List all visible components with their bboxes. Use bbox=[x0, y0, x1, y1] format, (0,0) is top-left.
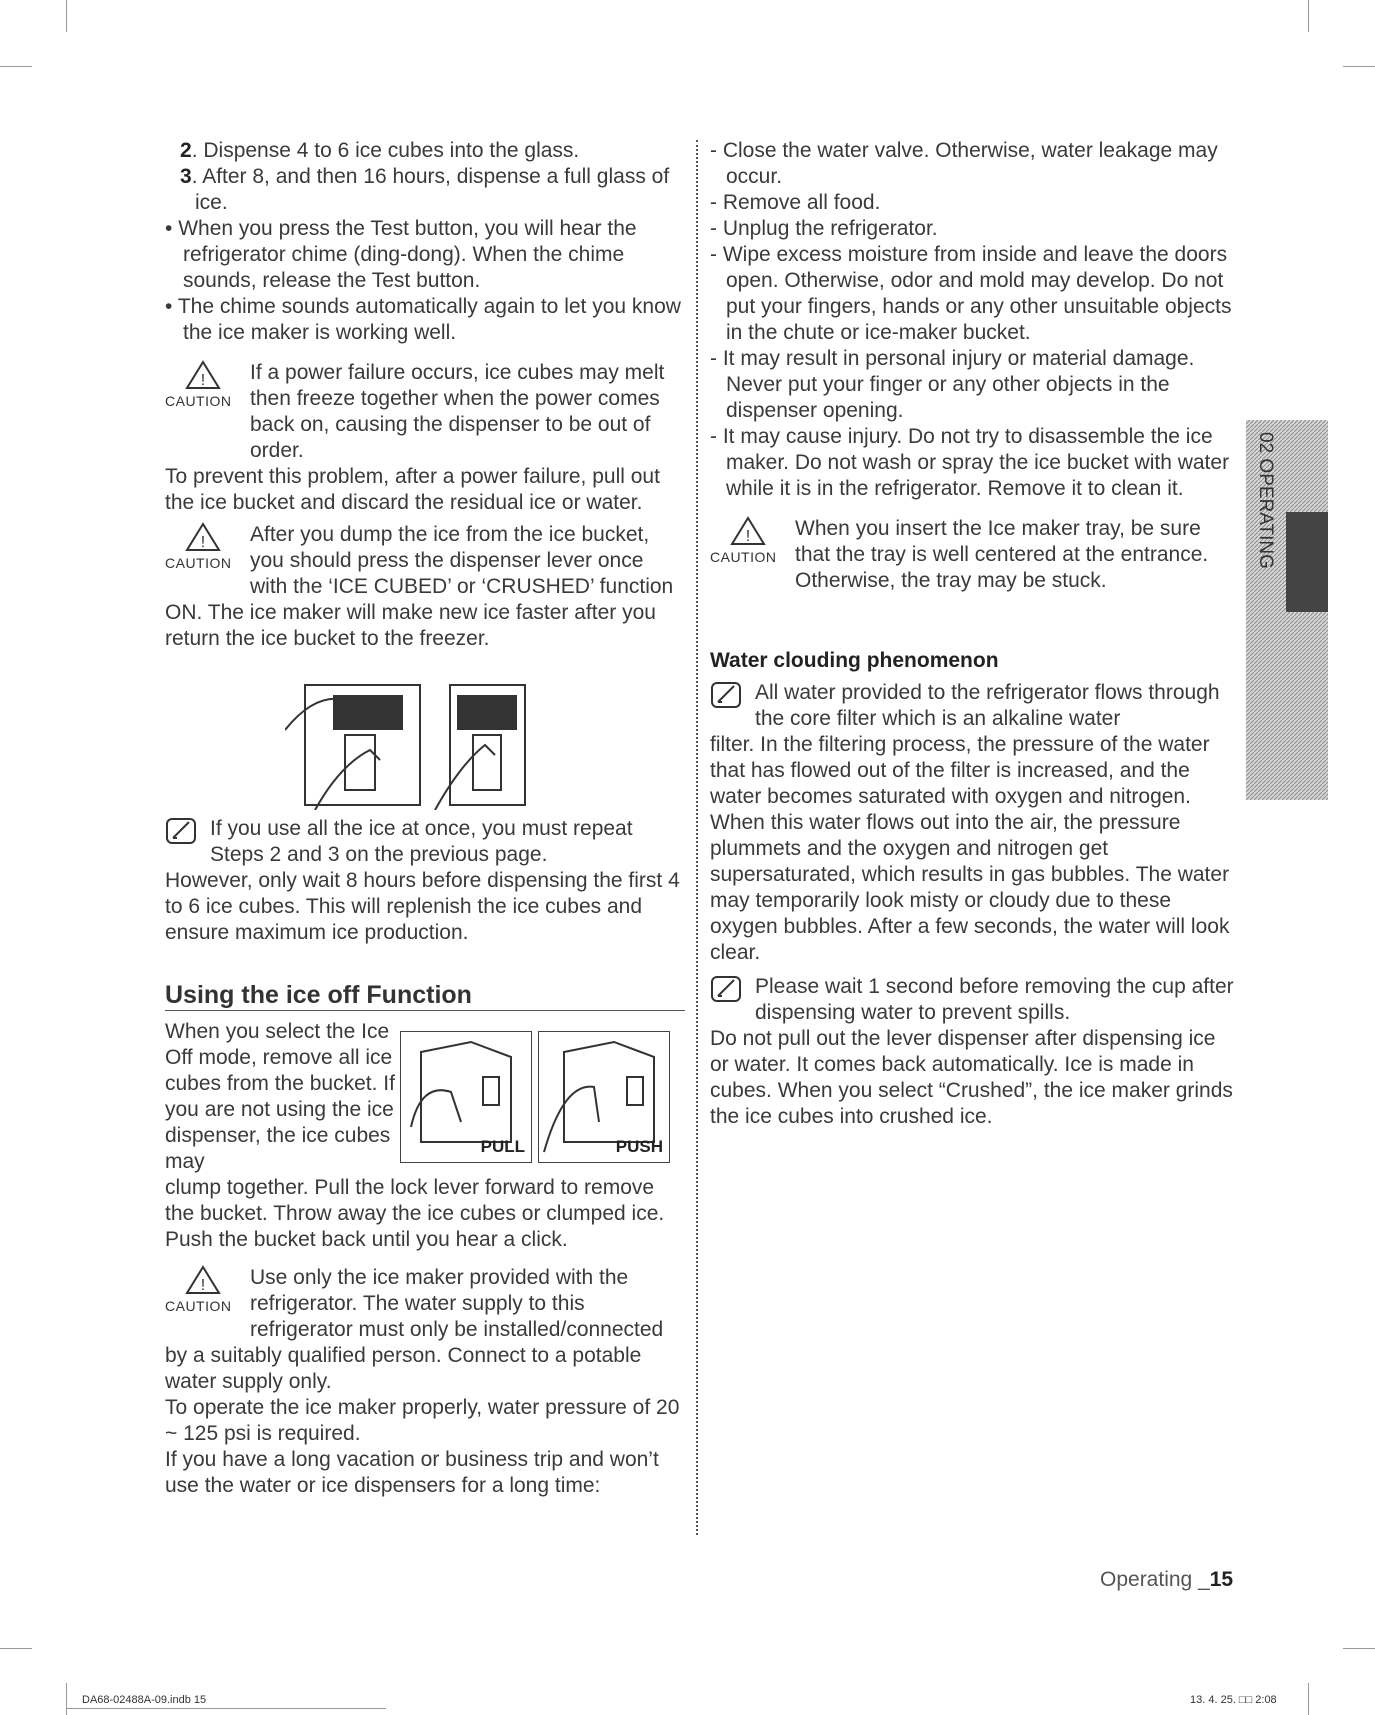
push-illustration bbox=[538, 1031, 670, 1163]
paragraph: by a suitably qualified person. Connect to a potable water supply only. bbox=[165, 1344, 642, 1393]
paragraph: clump together. Pull the lock lever forward to remove the bucket. Throw away the ice cubes or clumped ice. Push the bucket back until you hear a click. bbox=[165, 1176, 665, 1251]
step-number: 3 bbox=[180, 165, 192, 188]
dash-text: It may cause injury. Do not try to disassemble the ice maker. Do not wash or spray the ice bucket with water while it is in the refrigerator. Remove it to clean it. bbox=[722, 425, 1230, 500]
crop-mark bbox=[0, 1648, 32, 1649]
crop-mark bbox=[1308, 1683, 1309, 1715]
dash-text: Unplug the refrigerator. bbox=[722, 217, 938, 240]
note-icon bbox=[710, 680, 755, 732]
date-slug: 13. 4. 25. □□ 2:08 bbox=[1190, 1694, 1277, 1706]
paragraph: To operate the ice maker properly, water pressure of 20 ~ 125 psi is required. bbox=[165, 1396, 680, 1445]
chapter-tab bbox=[1246, 420, 1328, 800]
caution-block bbox=[165, 360, 685, 464]
file-slug: DA68-02488A-09.indb 15 bbox=[82, 1694, 207, 1706]
note-text: If you use all the ice at once, you must repeat Steps 2 and 3 on the previous page. bbox=[210, 817, 633, 866]
step-text: . After 8, and then 16 hours, dispense a full glass of ice. bbox=[191, 165, 670, 214]
bullet-item: • When you press the Test button, you will hear the refrigerator chime (ding-dong). When the chime sounds, release the Test button. bbox=[165, 217, 637, 292]
crop-mark bbox=[1343, 66, 1375, 67]
note-icon bbox=[165, 816, 210, 868]
svg-text:!: ! bbox=[200, 1277, 206, 1294]
crop-mark bbox=[66, 1683, 67, 1715]
caution-block bbox=[165, 1265, 685, 1343]
svg-text:!: ! bbox=[200, 372, 206, 389]
paragraph: Do not pull out the lever dispenser after dispensing ice or water. It comes back automatically. Ice is made in cubes. When you select “Crushed”, the ice maker grinds the ice cubes into crushed ice. bbox=[710, 1027, 1233, 1128]
subheading: Water clouding phenomenon bbox=[710, 649, 999, 672]
note-text: All water provided to the refrigerator flows through the core filter which is an alkaline water bbox=[755, 681, 1220, 730]
page-label: Operating _ bbox=[1100, 1568, 1210, 1591]
step-text: . Dispense 4 to 6 ice cubes into the glass. bbox=[191, 139, 580, 162]
note-icon bbox=[710, 974, 755, 1026]
note-block bbox=[165, 816, 685, 868]
dash-item: - Remove all food. bbox=[710, 191, 881, 214]
dash-item: - It may result in personal injury or material damage. Never put your finger or any other objects in the dispenser opening. bbox=[710, 347, 1195, 422]
dash-item: - Wipe excess moisture from inside and leave the doors open. Otherwise, odor and mold may develop. Do not put your fingers, hands or any other unsuitable objects in the chute or ice-maker bucket. bbox=[710, 243, 1232, 344]
caution-label: CAUTION bbox=[710, 549, 777, 565]
note-text: Please wait 1 second before removing the cup after dispensing water to prevent spills. bbox=[755, 975, 1234, 1024]
caution-icon bbox=[165, 522, 250, 600]
caution-text: After you dump the ice from the ice bucket, you should press the dispenser lever once with the ‘ICE CUBED’ or ‘CRUSHED’ function bbox=[250, 523, 674, 598]
paragraph: If you have a long vacation or business trip and won’t use the water or ice dispensers for a long time: bbox=[165, 1448, 659, 1497]
push-label: PUSH bbox=[615, 1137, 663, 1156]
caution-icon bbox=[165, 360, 250, 464]
paragraph: filter. In the filtering process, the pressure of the water that has flowed out of the filter is increased, and the water becomes saturated with oxygen and nitrogen. When this water flows out into the air, the pressure plummets and the oxygen and nitrogen get supersaturated, which results in gas bubbles. The water may temporarily look misty or cloudy due to these oxygen bubbles. After a few seconds, the water will look clear. bbox=[710, 733, 1230, 964]
dash-item: - It may cause injury. Do not try to disassemble the ice maker. Do not wash or spray the ice bucket with water while it is in the refrigerator. Remove it to clean it. bbox=[710, 425, 1230, 500]
crop-mark bbox=[66, 0, 67, 32]
column-divider bbox=[696, 140, 698, 1535]
bucket-illustrations bbox=[400, 1031, 670, 1175]
crop-mark bbox=[1308, 0, 1309, 32]
paragraph: To prevent this problem, after a power failure, pull out the ice bucket and discard the residual ice or water. bbox=[165, 465, 660, 514]
paragraph: ON. The ice maker will make new ice faster after you return the ice bucket to the freezer. bbox=[165, 601, 656, 650]
left-column bbox=[165, 138, 685, 1499]
caution-label: CAUTION bbox=[165, 555, 232, 571]
step-number: 2 bbox=[180, 139, 192, 162]
dash-text: Wipe excess moisture from inside and leave the doors open. Otherwise, odor and mold may develop. Do not put your fingers, hands or any other unsuitable objects in the chute or ice-maker bucket. bbox=[722, 243, 1232, 344]
dash-item: - Close the water valve. Otherwise, water leakage may occur. bbox=[710, 139, 1218, 188]
ice-off-block bbox=[165, 1019, 685, 1175]
paragraph: When you select the Ice Off mode, remove all ice cubes from the bucket. If you are not using the ice dispenser, the ice cubes may bbox=[165, 1020, 395, 1173]
svg-text:!: ! bbox=[745, 528, 751, 545]
svg-text:!: ! bbox=[200, 534, 206, 551]
step-3 bbox=[180, 164, 685, 216]
caution-icon bbox=[165, 1265, 250, 1343]
crop-mark bbox=[0, 66, 32, 67]
right-column bbox=[710, 138, 1235, 1130]
crop-mark bbox=[1343, 1648, 1375, 1649]
section-title: Using the ice off Function bbox=[165, 982, 685, 1011]
dispenser-illustration bbox=[285, 670, 545, 810]
caution-text: Use only the ice maker provided with the refrigerator. The water supply to this refrigerator must only be installed/connected bbox=[250, 1266, 664, 1341]
caution-block bbox=[165, 522, 685, 600]
paragraph: However, only wait 8 hours before dispensing the first 4 to 6 ice cubes. This will replenish the ice cubes and ensure maximum ice production. bbox=[165, 869, 680, 944]
chapter-tab-label: 02 OPERATING bbox=[1255, 432, 1276, 569]
caution-block bbox=[710, 516, 1235, 594]
dash-item: - Unplug the refrigerator. bbox=[710, 217, 938, 240]
step-2 bbox=[180, 138, 685, 164]
pull-label: PULL bbox=[480, 1137, 525, 1156]
page-number: 15 bbox=[1209, 1568, 1234, 1591]
bullet-item: • The chime sounds automatically again to let you know the ice maker is working well. bbox=[165, 295, 681, 344]
caution-text: If a power failure occurs, ice cubes may melt then freeze together when the power comes back on, causing the dispenser to be out of order. bbox=[250, 361, 665, 462]
dash-text: It may result in personal injury or material damage. Never put your finger or any other objects in the dispenser opening. bbox=[722, 347, 1195, 422]
caution-label: CAUTION bbox=[165, 393, 232, 409]
bullet-text: When you press the Test button, you will hear the refrigerator chime (ding-dong). When the chime sounds, release the Test button. bbox=[178, 217, 637, 292]
caution-icon bbox=[710, 516, 795, 594]
note-block bbox=[710, 974, 1235, 1026]
dash-text: Remove all food. bbox=[722, 191, 881, 214]
page-footer bbox=[1100, 1568, 1233, 1592]
note-block bbox=[710, 680, 1235, 732]
pull-illustration bbox=[400, 1031, 532, 1163]
slug-rule bbox=[66, 1708, 386, 1709]
caution-text: When you insert the Ice maker tray, be sure that the tray is well centered at the entrance. Otherwise, the tray may be stuck. bbox=[795, 517, 1209, 592]
caution-label: CAUTION bbox=[165, 1298, 232, 1314]
bullet-text: The chime sounds automatically again to let you know the ice maker is working well. bbox=[177, 295, 681, 344]
dash-text: Close the water valve. Otherwise, water leakage may occur. bbox=[722, 139, 1218, 188]
